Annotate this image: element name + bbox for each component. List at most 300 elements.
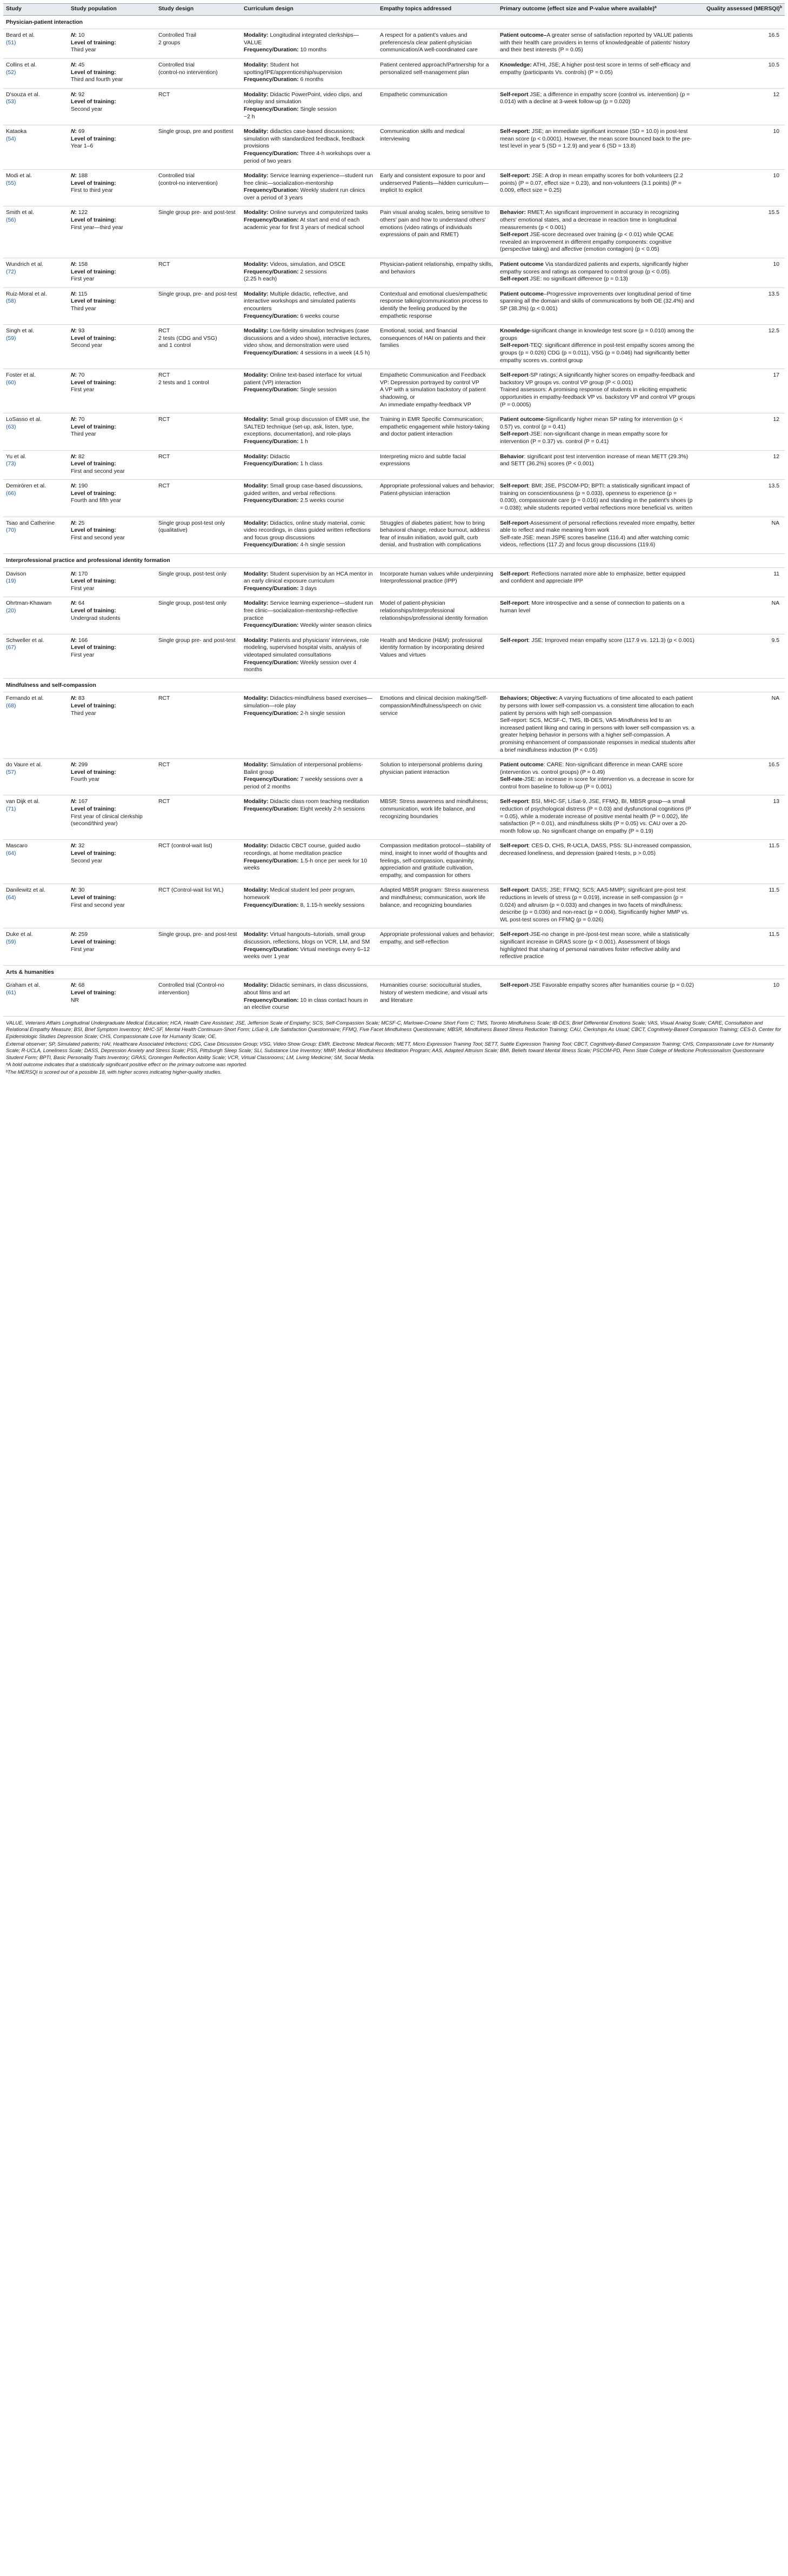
n-label: N [71,483,75,490]
level-value: NR [71,997,79,1003]
frequency-line [244,806,375,813]
modality-label: Modality: [244,483,269,490]
table-footnotes [3,1016,785,1076]
cell-design-line: Single group, pre- and post-test [158,291,237,297]
cell-outcome [497,58,698,88]
modality-value: Medical student led peer program, homework [244,887,356,901]
level-value: First and second year [71,902,125,908]
study-reference: (19) [6,578,16,585]
cell-empathy-line: Contextual and emotional clues/empathetic response talking/communication process to identify the feeling produced by the empathetic response [380,291,488,319]
cell-study [3,287,68,324]
cell-empathy [377,979,497,1016]
level-label: Level of training: [71,702,116,709]
cell-empathy-line: Appropriate professional values and behavior; Patient-physician interaction [380,483,495,497]
cell-design-line: 2 tests (CDG and VSG) [158,335,217,342]
table-row [3,567,785,597]
outcome-text: -Assessment of personal reflections revealed more empathy, better able to reflect and make meaning from work [500,520,695,534]
frequency-value: 10 in class contact hours in an elective course [244,997,368,1011]
modality-line [244,842,375,857]
n-label: N [71,695,75,702]
outcome-text: -JSE-no change in pre-/post-test mean score, while a statistically significant increase in GRAS score (p < 0.001). Assessment of blogs highlighted that sharing of personal narratives foster reflective ability and reflective practice [500,932,690,960]
study-reference: (59) [6,939,16,945]
table-row [3,759,785,795]
cell-population [68,450,156,480]
cell-empathy [377,287,497,324]
table-row [3,517,785,553]
level-value: Third year [71,710,96,717]
cell-design [156,413,241,450]
cell-outcome [497,597,698,634]
level-value: First year [71,585,95,592]
cell-quality: 9.5 [698,634,785,678]
level-value: Year 1–6 [71,143,94,150]
cell-study [3,979,68,1016]
outcome-lead: Self-report [500,932,529,938]
cell-quality: NA [698,597,785,634]
modality-line [244,261,375,269]
level-value: First year [71,946,95,953]
cell-design-line: RCT [158,262,170,268]
outcome-paragraph [500,91,696,106]
cell-quality: 10 [698,170,785,206]
cell-outcome [497,88,698,125]
cell-study [3,258,68,288]
modality-line [244,291,375,313]
frequency-value: Single session [300,387,337,393]
n-label: N [71,91,75,98]
frequency-value: At start and end of each academic year for first 3 years of medical school [244,217,364,231]
cell-empathy-line: Emotional, social, and financial consequences of HAI on patients and their families [380,328,486,349]
frequency-value: 2-h single session [300,710,345,717]
frequency-label: Frequency/Duration: [244,438,299,445]
modality-value: Online surveys and computerized tasks [270,210,368,216]
cell-study [3,29,68,59]
cell-quality: 12 [698,88,785,125]
modality-line [244,372,375,386]
cell-outcome [497,928,698,965]
cell-design-line: RCT [158,417,170,423]
n-value: 45 [78,62,85,68]
study-name: Davison [6,571,26,577]
frequency-label: Frequency/Duration: [244,710,299,717]
modality-line [244,172,375,187]
cell-study [3,567,68,597]
cell-design [156,840,241,884]
cell-design [156,979,241,1016]
study-reference: (59) [6,335,16,342]
study-name: Singh et al. [6,328,34,334]
outcome-paragraph [500,416,696,431]
modality-label: Modality: [244,932,269,938]
cell-design-line: RCT [158,762,170,768]
outcome-paragraph [500,372,696,386]
modality-line [244,209,375,217]
frequency-label: Frequency/Duration: [244,806,299,813]
level-label: Level of training: [71,608,116,614]
frequency-line [244,187,375,202]
cell-empathy [377,480,497,517]
cell-study [3,413,68,450]
n-label: N [71,762,75,768]
outcome-lead: Self-report: [500,173,530,179]
n-line: N: 30 [71,887,85,894]
outcome-text: -significant change in knowledge test score (p = 0.010) among the groups [500,328,694,342]
frequency-line [244,710,375,718]
cell-design-line: RCT [158,799,170,805]
cell-design-line: 2 tests and 1 control [158,379,209,386]
cell-quality: 12 [698,413,785,450]
cell-curriculum [241,840,377,884]
n-line: N: 70 [71,417,85,423]
cell-study [3,369,68,413]
cell-empathy [377,325,497,369]
frequency-label: Frequency/Duration: [244,77,299,83]
frequency-line [244,497,375,505]
outcome-lead: Self-report [500,600,529,607]
cell-empathy [377,884,497,928]
n-line: N: 10 [71,32,85,39]
outcome-text: -TEQ: significant difference in post-test empathy scores among the groups (p = 0.026) CDG (p = 0.011), VSG (p = 0.046) had significantly better empathy scores vs. control group [500,343,694,364]
study-reference: (64) [6,895,16,901]
frequency-line [244,438,375,446]
level-label: Level of training: [71,180,116,186]
outcome-lead: Self-report [500,843,529,849]
frequency-line [244,350,375,357]
cell-population [68,480,156,517]
modality-value: Patients and physicians' interviews, role modeling, supervised hospital visits, analysis of videotaped simulated consultations [244,637,369,658]
modality-label: Modality: [244,982,269,989]
cell-quality: 16.5 [698,29,785,59]
modality-value: Low-fidelity simulation techniques (case discussions and a video show), interactive lectures, video show, and demonstration were used [244,328,372,349]
cell-study [3,795,68,840]
cell-design-line: Controlled trial [158,62,195,68]
cell-population [68,125,156,170]
table-row [3,258,785,288]
cell-population [68,567,156,597]
section-row [3,965,785,979]
cell-empathy [377,840,497,884]
outcome-paragraph [500,431,696,445]
cell-empathy [377,413,497,450]
cell-study [3,170,68,206]
study-name: Ruiz-Moral et al. [6,291,47,297]
cell-empathy [377,567,497,597]
n-label: N [71,600,75,607]
cell-outcome [497,325,698,369]
cell-study [3,928,68,965]
cell-empathy-line: A respect for a patient's values and preferences/a clear patient-physician communication/A well-coordinated care [380,32,478,53]
level-value: Second year [71,858,103,864]
cell-curriculum [241,125,377,170]
frequency-line [244,269,375,283]
n-line: N: 92 [71,91,85,98]
cell-empathy-line: Training in EMR Specific Communication; empathetic engagement while history-taking and doctor patient interaction [380,417,490,438]
level-label: Level of training: [71,895,116,901]
cell-design [156,125,241,170]
cell-population [68,884,156,928]
n-line: N: 32 [71,843,85,849]
cell-curriculum [241,928,377,965]
level-value: Third year [71,47,96,53]
level-value: Third year [71,306,96,312]
modality-label: Modality: [244,62,269,68]
outcome-text: : Reflections narrated more able to emphasize, better equipped and confident and appreciate IPP [500,571,686,585]
level-value: Third and fourth year [71,77,123,83]
modality-value: Simulation of interpersonal problems-Balint group [244,762,363,775]
level-value: First year—third year [71,224,124,231]
cell-quality: NA [698,517,785,553]
n-label: N [71,328,75,334]
cell-empathy [377,170,497,206]
frequency-label: Frequency/Duration: [244,777,299,783]
outcome-lead: Knowledge [500,328,530,334]
modality-label: Modality: [244,210,269,216]
cell-outcome [497,692,698,759]
cell-empathy-line: Humanities course: sociocultural studies, history of western medicine, and visual arts and literature [380,982,488,1003]
cell-curriculum [241,480,377,517]
level-value: Second year [71,106,103,112]
study-reference: (66) [6,490,16,497]
cell-empathy-line: Health and Medicine (H&M): professional identity formation by incorporating desired Values and virtues [380,637,484,658]
cell-quality: 10.5 [698,58,785,88]
frequency-value: Virtual meetings every 6–12 weeks over 1 year [244,946,370,960]
cell-empathy [377,88,497,125]
level-label: Level of training: [71,939,116,945]
cell-design-line: RCT [158,483,170,490]
cell-population [68,287,156,324]
outcome-paragraph [500,209,696,231]
cell-design-line: RCT [158,372,170,379]
frequency-label: Frequency/Duration: [244,150,299,157]
cell-empathy [377,58,497,88]
frequency-label: Frequency/Duration: [244,659,299,666]
n-value: 158 [78,262,88,268]
cell-study [3,634,68,678]
cell-population [68,634,156,678]
level-value: First year [71,387,95,393]
outcome-text: : CARE: Non-significant difference in mean CARE score (intervention vs. control groups) (P = 0.49) [500,762,683,775]
frequency-value: Three 4-h workshops over a period of two years [244,150,370,164]
study-name: Smith et al. [6,210,34,216]
footnote: ᵇThe MERSQI is scored out of a possible 18, with higher scores indicating higher-quality studies. [6,1068,222,1075]
outcome-paragraph [500,982,696,989]
frequency-line [244,106,375,121]
cell-empathy [377,450,497,480]
outcome-text: : BMI; JSE, PSCOM-PD; BPTI: a statistically significant impact of training on conscientiousness (p = 0.033), openness to experience (p = 0.030), compassionate care (p = 0.016) and standing in the patient's shoes (p = 0.038); while students reported verbal reflections more beneficial vs. written [500,483,693,512]
frequency-value: 4 sessions in a week (4.5 h) [300,350,370,356]
frequency-label: Frequency/Duration: [244,858,299,864]
section-row [3,678,785,692]
n-value: 188 [78,173,88,179]
outcome-paragraph [500,172,696,195]
frequency-value: 10 months [300,47,327,53]
outcome-text: : CES-D, CHS, R-UCLA, DASS, PSS: SLI-increased compassion, decreased loneliness, and depression (paired t-tests, p > 0.05) [500,843,692,857]
cell-empathy-line: Pain visual analog scales, being sensitive to others' pain and how to understand others' emotions (video ratings of individuals expressions of pain and RMET) [380,210,490,238]
cell-population [68,928,156,965]
study-name: Collins et al. [6,62,37,68]
outcome-text: : significant post test intervention increase of mean METT (29.3%) and SETT (36.2%) scores (P < 0.001) [500,453,689,467]
cell-design [156,206,241,258]
n-line: N: 122 [71,210,88,216]
cell-quality: 12 [698,450,785,480]
cell-design [156,884,241,928]
frequency-line [244,946,375,961]
cell-empathy [377,759,497,795]
cell-empathy-line: Patient centered approach/Partnership for a personalized self-management plan [380,62,489,76]
level-label: Level of training: [71,527,116,534]
outcome-text: : BSI, MHC-SF, LiSat-9, JSE, FFMQ, BI, MBSR group—a small reduction of psychological distress (P = 0.03) and dysfunctional cognitions (P = 0.05), while a moderate increase of positive mental health (P = 0.002), life satisfaction (P = 0.01), and mindfulness skills (P = 0.05) vs. CAU over a 20-month follow up. No significant change on empathy (P = 0.19) [500,799,691,834]
outcome-paragraph [500,600,696,614]
n-line: N: 115 [71,291,88,297]
cell-population [68,840,156,884]
cell-curriculum [241,413,377,450]
n-value: 70 [78,417,85,423]
section-title: Interprofessional practice and professional identity formation [3,554,785,568]
modality-value: Didactic class room teaching meditation [270,799,369,805]
section-title: Mindfulness and self-compassion [3,678,785,692]
outcome-paragraph [500,483,696,512]
table-row [3,29,785,59]
level-label: Level of training: [71,335,116,342]
modality-line [244,91,375,106]
outcome-paragraph [500,261,696,276]
n-line: N: 68 [71,982,85,989]
cell-study [3,759,68,795]
outcome-paragraph [500,887,696,924]
frequency-label: Frequency/Duration: [244,269,299,275]
cell-empathy-line: Interpreting micro and subtle facial expressions [380,453,466,467]
outcome-lead: Self-report [500,276,529,283]
frequency-value: 4-h single session [300,542,345,548]
level-value: Third year [71,431,96,438]
n-line: N: 93 [71,328,85,334]
cell-study [3,325,68,369]
n-value: 190 [78,483,88,490]
table-row [3,206,785,258]
modality-label: Modality: [244,262,269,268]
cell-design [156,480,241,517]
modality-line [244,128,375,150]
study-name: D'souza et al. [6,91,40,98]
table-row [3,795,785,840]
frequency-label: Frequency/Duration: [244,542,299,548]
cell-curriculum [241,450,377,480]
outcome-paragraph [500,931,696,960]
study-name: do Vaure et al. [6,762,42,768]
table-body [3,15,785,1016]
cell-outcome [497,369,698,413]
n-label: N [71,932,75,938]
study-name: Beard et al. [6,32,35,39]
frequency-label: Frequency/Duration: [244,313,299,319]
outcome-lead: Patient outcome [500,291,544,297]
cell-empathy-line: Physician-patient relationship, empathy skills, and behaviors [380,262,493,275]
study-reference: (60) [6,379,16,386]
n-line: N: 170 [71,571,88,577]
outcome-lead: Patient outcome [500,762,544,768]
level-label: Level of training: [71,217,116,224]
n-line: N: 82 [71,453,85,460]
frequency-label: Frequency/Duration: [244,461,299,467]
header-quality: Quality assessed (MERSQI)$^b$ [698,4,785,16]
modality-line [244,416,375,438]
outcome-paragraph [500,291,696,313]
outcome-lead: Self-report [500,232,529,238]
modality-value: Didactics-mindfulness based exercises—simulation—role play [244,695,372,709]
n-value: 32 [78,843,85,849]
modality-value: Student supervision by an HCA mentor in an early clinical exposure curriculum [244,571,373,585]
cell-empathy-line: MBSR: Stress awareness and mindfulness; communication, work life balance, and recognizing boundaries [380,799,488,820]
cell-design-line: Single group post-test only (qualitative) [158,520,225,534]
header-empathy: Empathy topics addressed [377,4,497,16]
cell-design-line: and 1 control [158,343,191,349]
cell-quality: 13.5 [698,287,785,324]
study-reference: (58) [6,298,16,305]
outcome-paragraph [500,761,696,776]
modality-label: Modality: [244,32,269,39]
cell-population [68,58,156,88]
modality-line [244,327,375,350]
outcome-text: -JSE Favorable empathy scores after humanities course (p = 0.02) [528,982,694,989]
modality-label: Modality: [244,129,269,135]
cell-design-line: Single group pre- and post-test [158,210,236,216]
header-study: Study [3,4,68,16]
study-name: Yu et al. [6,453,26,460]
n-label: N [71,637,75,644]
cell-study [3,206,68,258]
cell-design-line: RCT (Control-wait list WL) [158,887,224,894]
outcome-paragraph [500,534,696,549]
study-name: Mascaro [6,843,28,849]
table-row [3,634,785,678]
study-name: LoSasso et al. [6,417,42,423]
frequency-label: Frequency/Duration: [244,946,299,953]
n-value: 68 [78,982,85,989]
cell-design-line: Controlled trial [158,173,195,179]
modality-line [244,520,375,542]
cell-design [156,450,241,480]
cell-design [156,88,241,125]
cell-study [3,884,68,928]
outcome-paragraph [500,276,696,283]
level-label: Level of training: [71,645,116,651]
cell-outcome [497,480,698,517]
study-name: Demirören et al. [6,483,46,490]
n-value: 299 [78,762,88,768]
level-value: Second year [71,343,103,349]
cell-outcome [497,258,698,288]
level-label: Level of training: [71,989,116,996]
n-label: N [71,62,75,68]
cell-quality: 10 [698,979,785,1016]
modality-label: Modality: [244,91,269,98]
frequency-line [244,150,375,165]
n-value: 167 [78,799,88,805]
modality-line [244,483,375,497]
outcome-lead: Self-report [500,520,529,526]
cell-design [156,258,241,288]
modality-value: Service learning experience—student run free clinic—socialization-mentorship-reflective practice [244,600,373,621]
level-label: Level of training: [71,269,116,275]
frequency-line [244,776,375,791]
study-name: Danilewitz et al. [6,887,45,894]
cell-population [68,979,156,1016]
table-row [3,58,785,88]
modality-label: Modality: [244,520,269,526]
cell-curriculum [241,979,377,1016]
modality-value: Didactic PowerPoint, video clips, and roleplay and simulation [244,91,362,105]
n-line: N: 190 [71,483,88,490]
